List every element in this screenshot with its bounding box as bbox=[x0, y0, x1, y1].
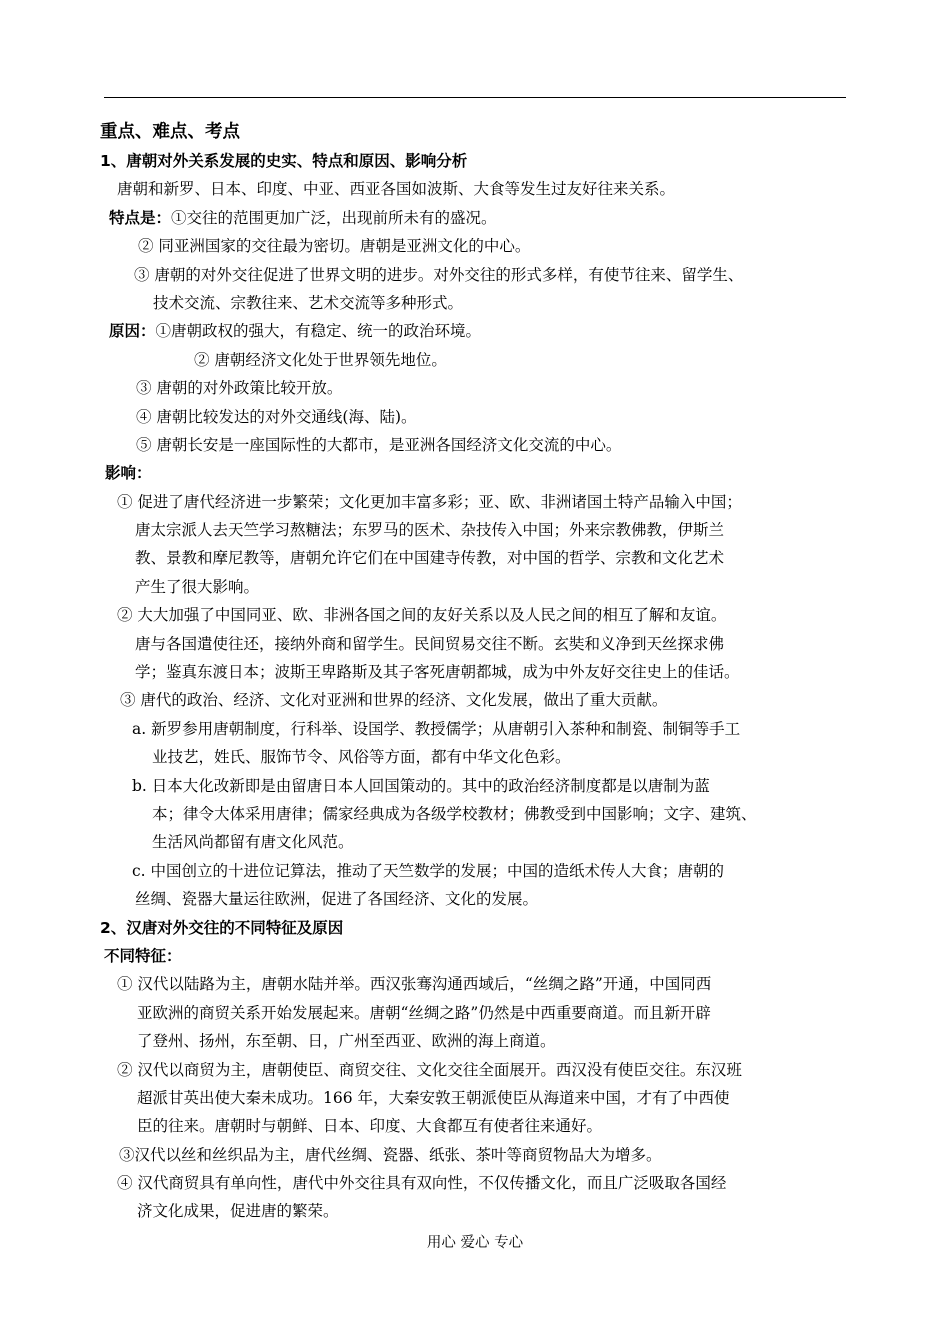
impact-item-3: ③ 唐代的政治、经济、文化对亚洲和世界的经济、文化发展，做出了重大贡献。 bbox=[120, 691, 668, 710]
impact-c-line-1: c. 中国创立的十进位记算法，推动了天竺数学的发展；中国的造纸术传人大食；唐朝的 bbox=[132, 861, 725, 880]
reason-item-5: ⑤ 唐朝长安是一座国际性的大都市，是亚洲各国经济文化交流的中心。 bbox=[136, 435, 622, 454]
impact-a-line-2: 业技艺，姓氏、服饰节令、风俗等方面，都有中华文化色彩。 bbox=[152, 748, 571, 767]
differences-label: 不同特征： bbox=[104, 946, 182, 965]
reason-item-4: ④ 唐朝比较发达的对外交通线(海、陆)。 bbox=[136, 407, 417, 426]
impact-item-1-line-2: 唐太宗派人去天竺学习熬糖法；东罗马的医术、杂技传入中国；外来宗教佛教，伊斯兰 bbox=[135, 521, 725, 540]
impact-b-line-1: b. 日本大化改新即是由留唐日本人回国策动的。其中的政治经济制度都是以唐制为蓝 bbox=[132, 776, 710, 795]
reasons-line-1 bbox=[100, 317, 852, 345]
page-heading: 重点、难点、考点 bbox=[100, 122, 240, 142]
difference-item-4-line-2: 济文化成果，促进唐的繁荣。 bbox=[137, 1202, 339, 1221]
difference-item-2-line-3: 臣的往来。唐朝时与朝鲜、日本、印度、大食都互有使者往来通好。 bbox=[137, 1117, 603, 1136]
header-rule bbox=[104, 97, 846, 98]
feature-item-1: ①交往的范围更加广泛，出现前所未有的盛况。 bbox=[171, 208, 497, 227]
difference-item-2-line-2: 超派甘英出使大秦未成功。166 年，大秦安敦王朝派使臣从海道来中国，才有了中西使 bbox=[137, 1088, 730, 1107]
impact-a-line-1: a. 新罗参用唐朝制度，行科举、设国学、教授儒学；从唐朝引入茶种和制瓷、制铜等手工 bbox=[132, 719, 741, 738]
impact-item-1-line-1: ① 促进了唐代经济进一步繁荣；文化更加丰富多彩；亚、欧、非洲诸国土特产品输入中国； bbox=[117, 492, 742, 511]
reason-item-1: ①唐朝政权的强大，有稳定、统一的政治环境。 bbox=[155, 322, 482, 341]
reason-item-2: ② 唐朝经济文化处于世界领先地位。 bbox=[194, 350, 447, 369]
difference-item-1-line-2: 亚欧洲的商贸关系开始发展起来。唐朝“丝绸之路”仍然是中西重要商道。而且新开辟 bbox=[137, 1003, 711, 1022]
impact-item-2-line-2: 唐与各国遣使往还，接纳外商和留学生。民间贸易交往不断。玄奘和义净到天丝探求佛 bbox=[135, 634, 725, 653]
difference-item-1-line-3: 了登州、扬州，东至朝、日，广州至西亚、欧洲的海上商道。 bbox=[137, 1032, 556, 1051]
impact-item-1-line-3: 教、景教和摩尼教等，唐朝允许它们在中国建寺传教，对中国的哲学、宗教和文化艺术 bbox=[135, 549, 725, 568]
impact-b-line-3: 生活风尚都留有唐文化风范。 bbox=[152, 833, 354, 852]
reasons-label: 原因： bbox=[109, 322, 156, 341]
impact-label: 影响： bbox=[105, 464, 152, 483]
features-line-1 bbox=[100, 204, 852, 232]
page-footer: 用心 爱心 专心 bbox=[426, 1235, 524, 1251]
difference-item-4-line-1: ④ 汉代商贸具有单向性，唐代中外交往具有双向性，不仅传播文化，而且广泛吸取各国经 bbox=[117, 1174, 727, 1193]
feature-item-3-line-1: ③ 唐朝的对外交往促进了世界文明的进步。对外交往的形式多样，有使节往来、留学生、 bbox=[134, 265, 744, 284]
impact-c-line-2: 丝绸、瓷器大量运往欧洲，促进了各国经济、文化的发展。 bbox=[135, 890, 539, 909]
impact-item-2-line-1: ② 大大加强了中国同亚、欧、非洲各国之间的友好关系以及人民之间的相互了解和友谊。 bbox=[117, 606, 727, 625]
section-2-title: 2、汉唐对外交往的不同特征及原因 bbox=[100, 918, 344, 937]
impact-item-2-line-3: 学；鉴真东渡日本；波斯王卑路斯及其子客死唐朝都城，成为中外友好交往史上的佳话。 bbox=[135, 663, 740, 682]
document-body bbox=[100, 117, 852, 1226]
difference-item-1-line-1: ① 汉代以陆路为主，唐朝水陆并举。西汉张骞沟通西域后，“丝绸之路”开通，中国同西 bbox=[117, 975, 712, 994]
feature-item-3-line-2: 技术交流、宗教往来、艺术交流等多种形式。 bbox=[153, 293, 464, 312]
impact-item-1-line-4: 产生了很大影响。 bbox=[135, 577, 260, 596]
section-1-title: 1、唐朝对外关系发展的史实、特点和原因、影响分析 bbox=[100, 152, 468, 170]
features-label: 特点是： bbox=[109, 208, 172, 227]
impact-b-line-2: 本；律令大体采用唐律；儒家经典成为各级学校教材；佛教受到中国影响；文字、建筑、 bbox=[152, 804, 757, 823]
difference-item-3: ③汉代以丝和丝织品为主，唐代丝绸、瓷器、纸张、茶叶等商贸物品大为增多。 bbox=[119, 1145, 662, 1164]
feature-item-2: ② 同亚洲国家的交往最为密切。唐朝是亚洲文化的中心。 bbox=[138, 237, 531, 256]
reason-item-3: ③ 唐朝的对外政策比较开放。 bbox=[136, 379, 343, 398]
difference-item-2-line-1: ② 汉代以商贸为主，唐朝使臣、商贸交往、文化交往全面展开。西汉没有使臣交往。东汉班 bbox=[117, 1060, 742, 1079]
section-1-intro: 唐朝和新罗、日本、印度、中亚、西亚各国如波斯、大食等发生过友好往来关系。 bbox=[117, 180, 676, 199]
